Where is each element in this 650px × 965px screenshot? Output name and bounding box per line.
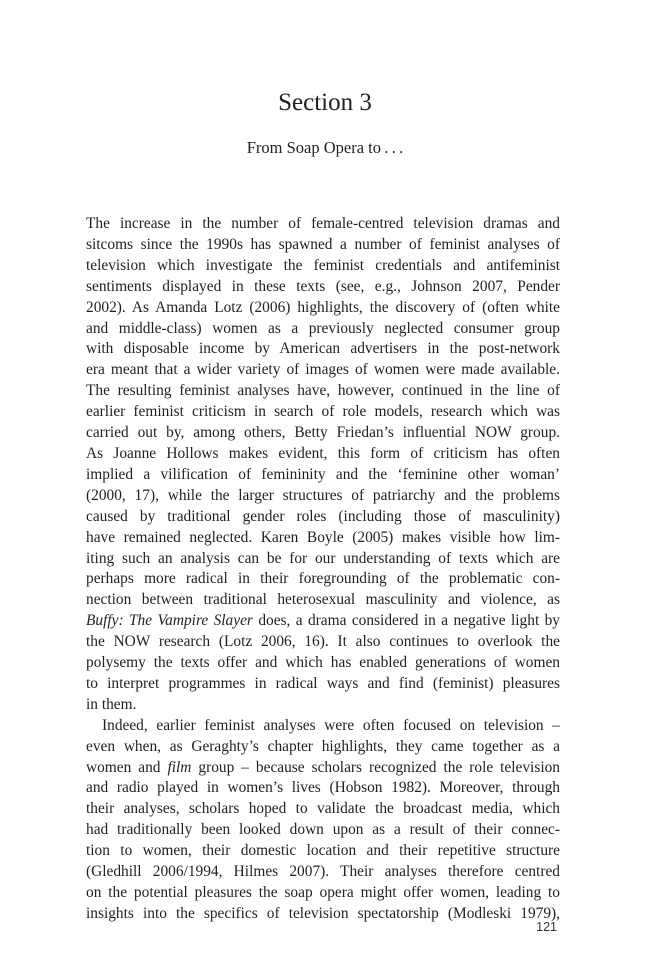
- paragraph-2: [86, 716, 560, 925]
- text-line: in them.: [86, 695, 137, 713]
- text-line: polysemy the texts offer and which has enabled generations of women: [86, 654, 560, 672]
- text-line: Indeed, earlier feminist analyses were often focused on television –: [102, 716, 560, 734]
- text-line: sitcoms since the 1990s has spawned a number of feminist analyses of: [86, 235, 560, 253]
- text-line: (Gledhill 2006/1994, Hilmes 2007). Their analyses therefore centred: [86, 863, 560, 881]
- text-line: sentiments displayed in these texts (see, e.g., Johnson 2007, Pender: [86, 277, 560, 295]
- text-line: tion to women, their domestic location and their repetitive structure: [86, 842, 560, 860]
- text-line: and radio played in women’s lives (Hobson 1982). Moreover, through: [86, 779, 560, 797]
- body-text: [86, 214, 560, 925]
- text-line: nection between traditional heterosexual masculinity and violence, as: [86, 591, 560, 609]
- text-line: television which investigate the feminist credentials and antifeminist: [86, 256, 560, 274]
- text-fragment: group – because scholars recognized the role television: [191, 758, 560, 776]
- text-line: have remained neglected. Karen Boyle (2005) makes visible how lim-: [86, 528, 560, 546]
- text-fragment: does, a drama considered in a negative light by: [252, 612, 560, 630]
- text-line: to interpret programmes in radical ways and find (feminist) pleasures: [86, 674, 560, 692]
- text-line-with-emphasis: [86, 758, 560, 779]
- text-line: The resulting feminist analyses have, however, continued in the line of: [86, 382, 560, 400]
- text-line: even when, as Geraghty’s chapter highlights, they came together as a: [86, 737, 560, 755]
- text-line: 2002). As Amanda Lotz (2006) highlights, the discovery of (often white: [86, 298, 560, 316]
- section-subtitle: From Soap Opera to . . .: [246, 138, 404, 157]
- work-title: Buffy: The Vampire Slayer: [86, 612, 253, 630]
- text-line: carried out by, among others, Betty Friedan’s influential NOW group.: [86, 424, 560, 442]
- emphasis: film: [167, 758, 192, 776]
- section-title: Section 3: [278, 89, 372, 116]
- text-line: earlier feminist criticism in search of role models, research which was: [86, 403, 560, 421]
- text-line: with disposable income by American advertisers in the post-network: [86, 340, 560, 358]
- text-line: As Joanne Hollows makes evident, this form of criticism has often: [86, 444, 560, 462]
- text-line: had traditionally been looked down upon as a result of their connec-: [86, 821, 560, 839]
- text-line: The increase in the number of female-centred television dramas and: [86, 215, 560, 232]
- text-line: insights into the specifics of television spectatorship (Modleski 1979),: [86, 904, 560, 922]
- text-line: and middle-class) women as a previously neglected consumer group: [86, 319, 560, 337]
- page-number: 121: [536, 920, 557, 934]
- text-line: era meant that a wider variety of images of women were made available.: [86, 361, 560, 379]
- text-line: caused by traditional gender roles (including those of masculinity): [86, 507, 560, 525]
- text-line: on the potential pleasures the soap opera might offer women, leading to: [86, 884, 560, 901]
- text-line: (2000, 17), while the larger structures of patriarchy and the problems: [86, 486, 560, 504]
- text-line-with-title: [86, 611, 560, 632]
- text-line: perhaps more radical in their foregrounding of the problematic con-: [86, 570, 560, 588]
- text-line: implied a vilification of femininity and the ‘feminine other woman’: [86, 465, 560, 483]
- paragraph-1: [86, 214, 560, 716]
- text-line: the NOW research (Lotz 2006, 16). It also continues to overlook the: [86, 633, 560, 651]
- text-line: iting such an analysis can be for our understanding of texts which are: [86, 549, 560, 567]
- text-line: their analyses, scholars hoped to validate the broadcast media, which: [86, 800, 560, 818]
- text-fragment: women and: [86, 758, 168, 776]
